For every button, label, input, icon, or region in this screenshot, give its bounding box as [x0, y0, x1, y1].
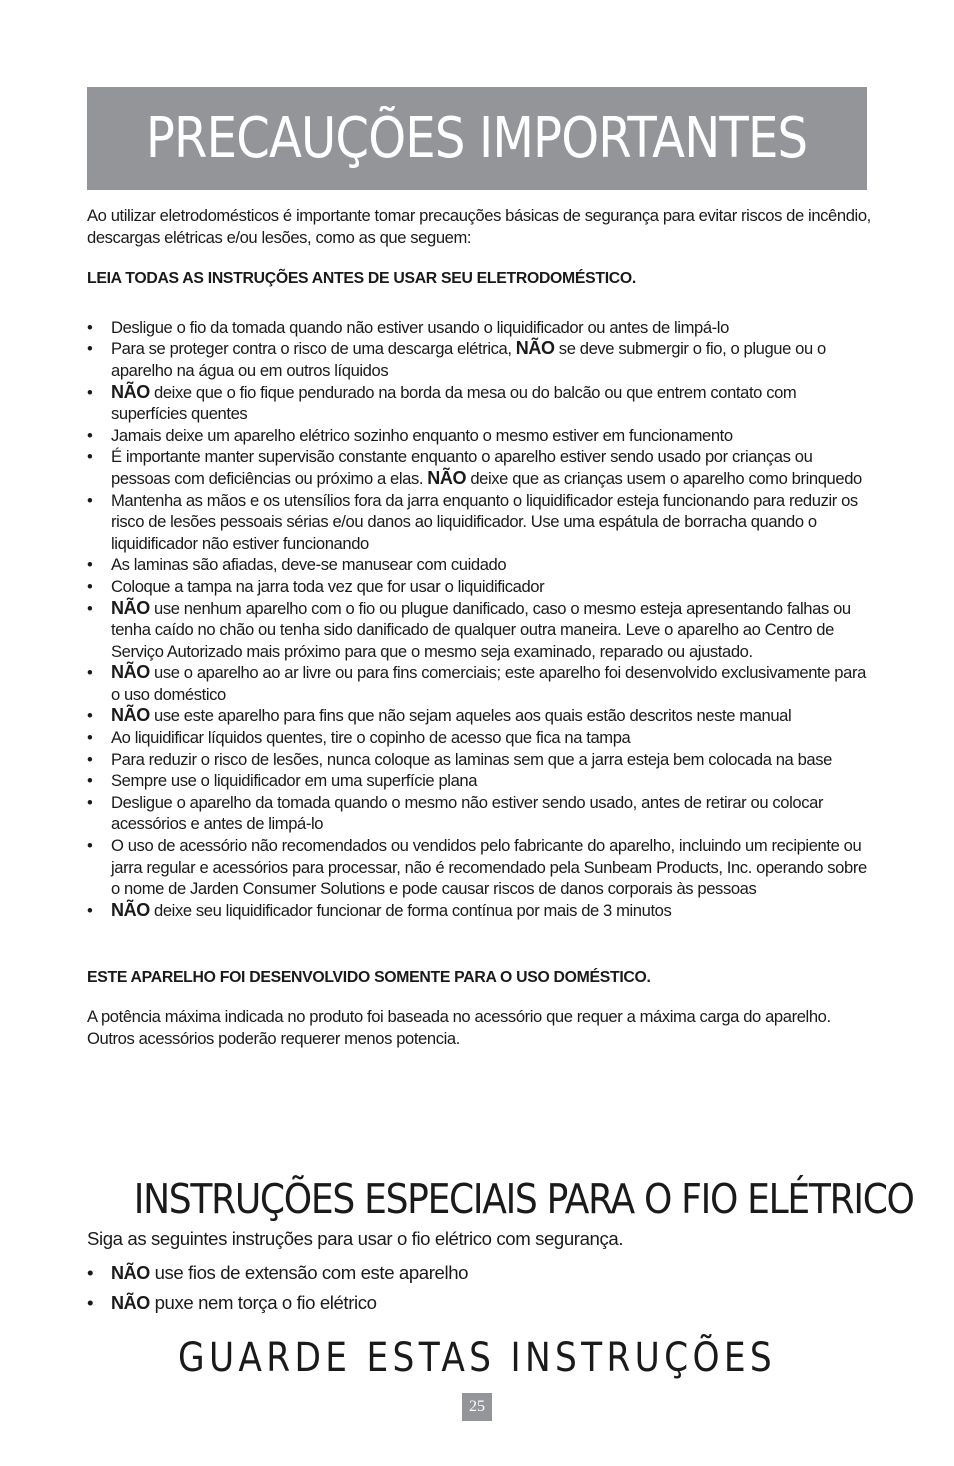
list-item: • Para reduzir o risco de lesões, nunca coloque as laminas sem que a jarra esteja bem colocada na base [87, 749, 872, 771]
list-item: • Coloque a tampa na jarra toda vez que for usar o liquidificador [87, 576, 872, 598]
list-item: • Para se proteger contra o risco de uma descarga elétrica, NÃO se deve submergir o fio, o plugue ou o aparelho na água ou em outros líquidos [87, 338, 872, 381]
list-item: • NÃO use o aparelho ao ar livre ou para fins comerciais; este aparelho foi desenvolvido exclusivamente para o uso doméstico [87, 662, 872, 705]
intro-paragraph: Ao utilizar eletrodomésticos é importante tomar precauções básicas de segurança para evitar riscos de incêndio, descargas elétricas e/ou lesões, como as que seguem: [87, 206, 871, 247]
list-item: • NÃO puxe nem torça o fio elétrico [87, 1288, 872, 1318]
precautions-list [87, 317, 872, 922]
cord-section [87, 1228, 872, 1318]
cord-section-title [87, 1175, 914, 1223]
list-item: • NÃO deixe que o fio fique pendurado na borda da mesa ou do balcão ou que entrem contato com superfícies quentes [87, 382, 872, 425]
cord-section-heading: INSTRUÇÕES ESPECIAIS PARA O FIO ELÉTRICO [133, 1175, 914, 1223]
page-number: 25 [462, 1393, 492, 1421]
save-instructions-heading: GUARDE ESTAS INSTRUÇÕES [177, 1335, 777, 1381]
list-item: • Desligue o fio da tomada quando não estiver usando o liquidificador ou antes de limpá-lo [87, 317, 872, 339]
list-item: • NÃO use nenhum aparelho com o fio ou plugue danificado, caso o mesmo esteja apresentando falhas ou tenha caído no chão ou tenha sido danificado de qualquer outra maneira. Leve o aparelho ao Centro de Serviço Autorizado mais próximo para que o mesmo seja examinado, reparado ou ajustado. [87, 598, 872, 663]
read-all-heading: LEIA TODAS AS INSTRUÇÕES ANTES DE USAR SEU ELETRODOMÉSTICO. [87, 270, 636, 288]
list-item: • Jamais deixe um aparelho elétrico sozinho enquanto o mesmo estiver em funcionamento [87, 425, 872, 447]
cord-list [87, 1258, 872, 1318]
page-title: PRECAUÇÕES IMPORTANTES [146, 106, 808, 171]
list-item: • Mantenha as mãos e os utensílios fora da jarra enquanto o liquidificador esteja funcionando para reduzir os risco de lesões pessoais sérias e/ou danos ao liquidificador. Use uma espátula de borracha quando o liquidificador não estiver funcionando [87, 490, 872, 555]
power-note: A potência máxima indicada no produto foi baseada no acessório que requer a máxima carga do aparelho. Outros acessórios poderão requerer menos potencia. [87, 1007, 831, 1048]
list-item: • NÃO use este aparelho para fins que não sejam aqueles aos quais estão descritos neste manual [87, 705, 872, 727]
list-item: • As laminas são afiadas, deve-se manusear com cuidado [87, 554, 872, 576]
save-instructions-title [87, 1335, 867, 1381]
cord-intro: Siga as seguintes instruções para usar o fio elétrico com segurança. [87, 1228, 624, 1249]
list-item: • É importante manter supervisão constante enquanto o aparelho estiver sendo usado por crianças ou pessoas com deficiências ou próximo a elas. NÃO deixe que as crianças usem o aparelho como brinquedo [87, 446, 872, 489]
title-banner [87, 87, 867, 190]
list-item: • Sempre use o liquidificador em uma superfície plana [87, 770, 872, 792]
list-item: • O uso de acessório não recomendados ou vendidos pelo fabricante do aparelho, incluindo um recipiente ou jarra regular e acessórios para processar, não é recomendado pela Sunbeam Products, Inc. operando sobre o nome de Jarden Consumer Solutions e pode causar riscos de danos corporais às pessoas [87, 835, 872, 900]
list-item: • NÃO use fios de extensão com este aparelho [87, 1258, 872, 1288]
list-item: • Desligue o aparelho da tomada quando o mesmo não estiver sendo usado, antes de retirar ou colocar acessórios e antes de limpá-lo [87, 792, 872, 835]
household-heading: ESTE APARELHO FOI DESENVOLVIDO SOMENTE PARA O USO DOMÉSTICO. [87, 969, 651, 987]
list-item: • Ao liquidificar líquidos quentes, tire o copinho de acesso que fica na tampa [87, 727, 872, 749]
main-content [87, 205, 872, 1049]
list-item: • NÃO deixe seu liquidificador funcionar de forma contínua por mais de 3 minutos [87, 900, 872, 922]
